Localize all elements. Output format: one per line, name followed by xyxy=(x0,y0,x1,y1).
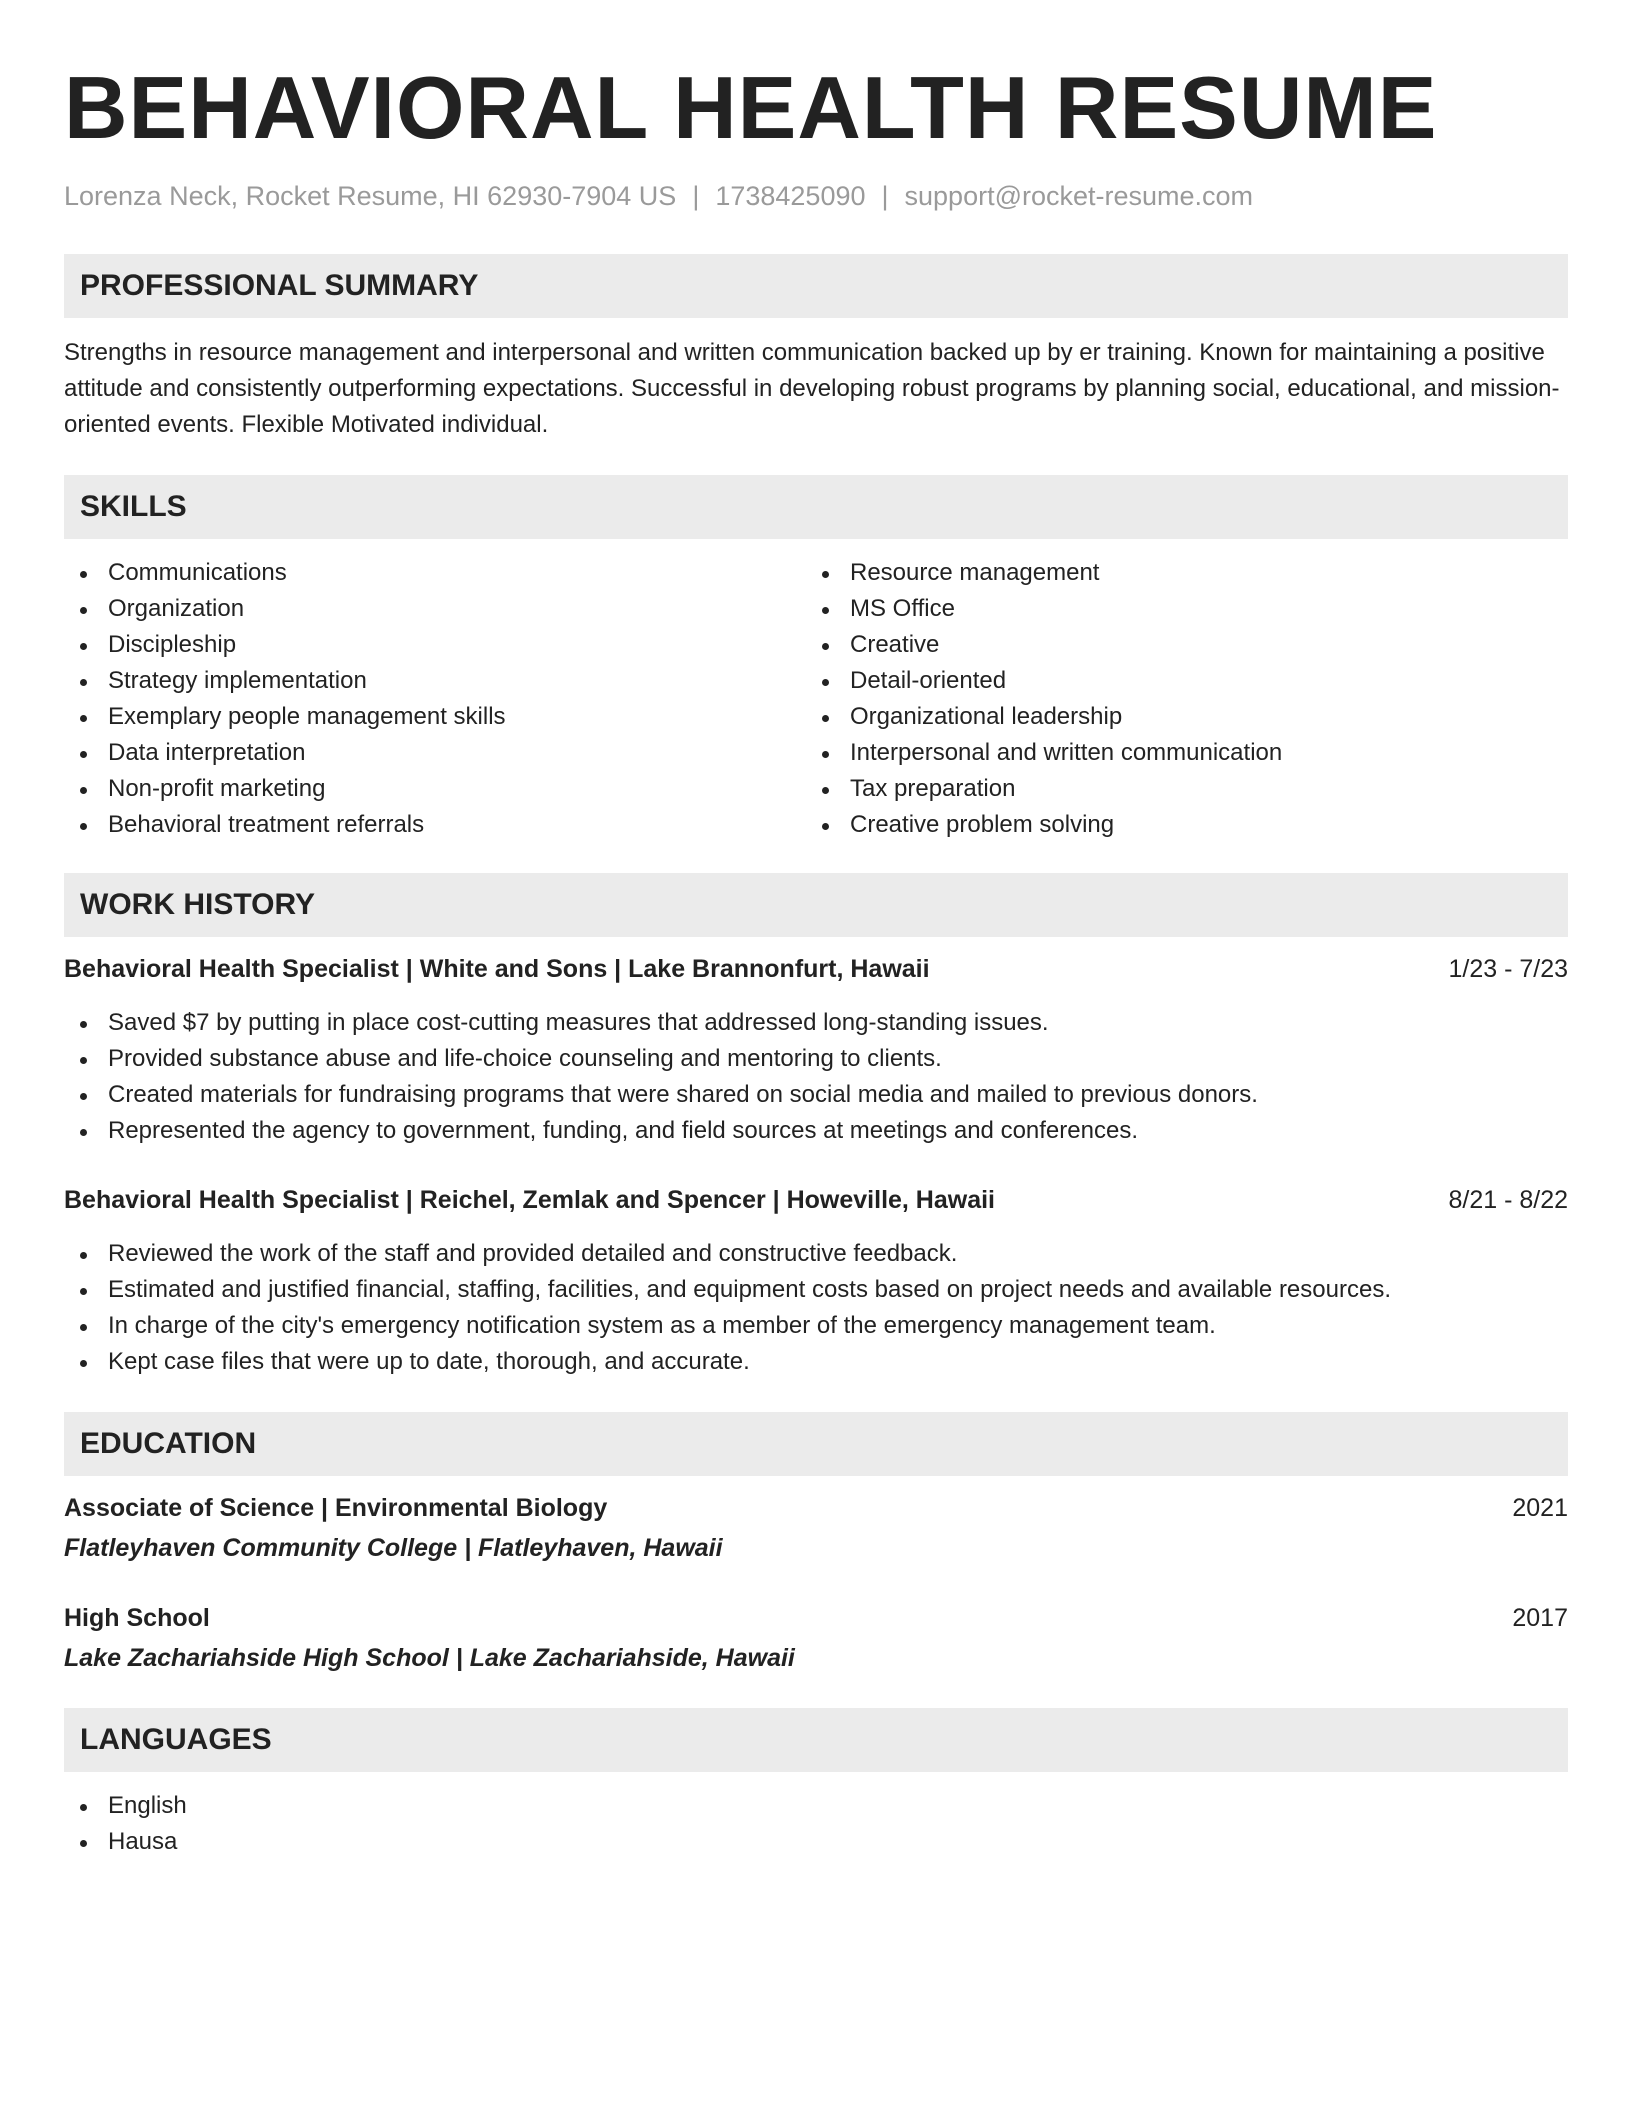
skills-column-left xyxy=(64,555,806,843)
education-year: 2021 xyxy=(1512,1494,1568,1522)
list-item: Communications xyxy=(64,555,806,591)
list-item: Behavioral treatment referrals xyxy=(64,807,806,843)
job-duties xyxy=(64,1005,1568,1149)
education-heading: EDUCATION xyxy=(64,1412,1568,1476)
contact-line xyxy=(64,180,1568,212)
education-school: Lake Zachariahside High School | Lake Zachariahside, Hawaii xyxy=(64,1644,795,1672)
job-title: Behavioral Health Specialist | White and Sons | Lake Brannonfurt, Hawaii xyxy=(64,955,930,983)
list-item: Represented the agency to government, funding, and field sources at meetings and conferences. xyxy=(64,1113,1568,1149)
summary-text: Strengths in resource management and interpersonal and written communication backed up by er training. Known for maintaining a positive attitude and consistently outperforming expectations. Successful in developing robust programs by planning social, educational, and mission-oriented events. Flexible Motivated individual. xyxy=(64,339,1560,438)
list-item: Estimated and justified financial, staffing, facilities, and equipment costs based on project needs and available resources. xyxy=(64,1272,1568,1308)
education-school: Flatleyhaven Community College | Flatleyhaven, Hawaii xyxy=(64,1534,723,1562)
job-header xyxy=(64,1182,1568,1218)
contact-separator: | xyxy=(692,181,700,211)
skills-list xyxy=(64,555,1568,843)
list-item: Reviewed the work of the staff and provided detailed and constructive feedback. xyxy=(64,1236,1568,1272)
languages-heading: LANGUAGES xyxy=(64,1708,1568,1772)
list-item: Organizational leadership xyxy=(806,699,1548,735)
list-item: Tax preparation xyxy=(806,771,1548,807)
education-year: 2017 xyxy=(1512,1604,1568,1632)
skills-column-right xyxy=(806,555,1548,843)
list-item: Hausa xyxy=(64,1824,1568,1860)
list-item: Creative problem solving xyxy=(806,807,1548,843)
resume-title: BEHAVIORAL HEALTH RESUME xyxy=(64,58,1438,157)
list-item: Created materials for fundraising programs that were shared on social media and mailed to previous donors. xyxy=(64,1077,1568,1113)
list-item: Non-profit marketing xyxy=(64,771,806,807)
job-title: Behavioral Health Specialist | Reichel, Zemlak and Spencer | Howeville, Hawaii xyxy=(64,1186,996,1214)
list-item: Detail-oriented xyxy=(806,663,1548,699)
education-degree: High School xyxy=(64,1604,210,1632)
list-item: Provided substance abuse and life-choice counseling and mentoring to clients. xyxy=(64,1041,1568,1077)
list-item: MS Office xyxy=(806,591,1548,627)
job-dates: 1/23 - 7/23 xyxy=(1448,955,1568,983)
list-item: Discipleship xyxy=(64,627,806,663)
education-header xyxy=(64,1600,1568,1636)
languages-list xyxy=(64,1788,1568,1860)
education-header xyxy=(64,1490,1568,1526)
list-item: Data interpretation xyxy=(64,735,806,771)
job-dates: 8/21 - 8/22 xyxy=(1448,1186,1568,1214)
contact-phone: 1738425090 xyxy=(715,181,866,211)
work-history-heading: WORK HISTORY xyxy=(64,873,1568,937)
list-item: Interpersonal and written communication xyxy=(806,735,1548,771)
list-item: Organization xyxy=(64,591,806,627)
list-item: Saved $7 by putting in place cost-cutting measures that addressed long-standing issues. xyxy=(64,1005,1568,1041)
job-header xyxy=(64,951,1568,987)
job-duties xyxy=(64,1236,1568,1380)
education-entry xyxy=(64,1490,1568,1566)
contact-address: Lorenza Neck, Rocket Resume, HI 62930-7904 US xyxy=(64,181,677,211)
list-item: Creative xyxy=(806,627,1548,663)
education-entry xyxy=(64,1600,1568,1676)
job-entry xyxy=(64,1182,1568,1380)
job-entry xyxy=(64,951,1568,1149)
contact-email[interactable]: support@rocket-resume.com xyxy=(904,181,1254,211)
summary-heading: PROFESSIONAL SUMMARY xyxy=(64,254,1568,318)
list-item: In charge of the city's emergency notification system as a member of the emergency management team. xyxy=(64,1308,1568,1344)
resume-page xyxy=(64,58,1568,1860)
contact-separator: | xyxy=(881,181,889,211)
list-item: Strategy implementation xyxy=(64,663,806,699)
list-item: Resource management xyxy=(806,555,1548,591)
skills-heading: SKILLS xyxy=(64,475,1568,539)
list-item: Exemplary people management skills xyxy=(64,699,806,735)
list-item: Kept case files that were up to date, thorough, and accurate. xyxy=(64,1344,1568,1380)
education-degree: Associate of Science | Environmental Biology xyxy=(64,1494,608,1522)
list-item: English xyxy=(64,1788,1568,1824)
